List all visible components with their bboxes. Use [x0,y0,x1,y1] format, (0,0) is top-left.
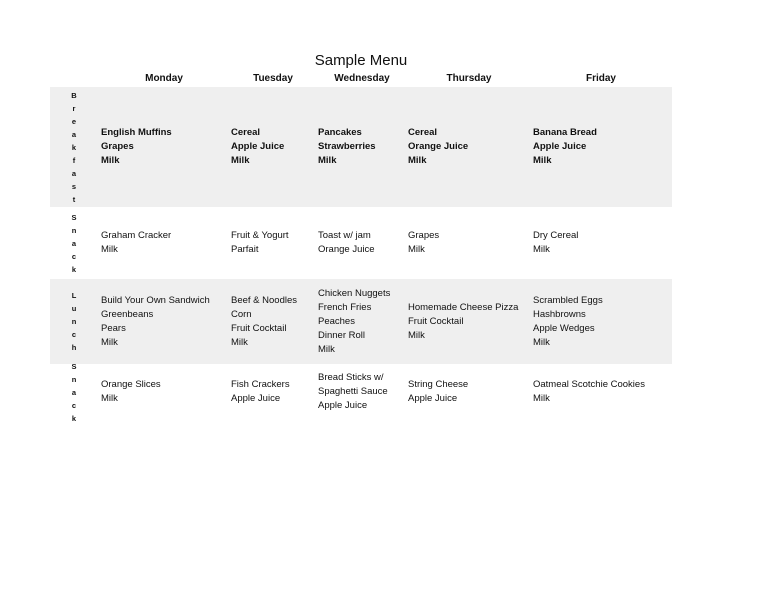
menu-item: Orange Slices [101,379,161,390]
meal-label-letter: c [71,400,77,410]
menu-item: Peaches [318,315,355,327]
menu-item: Milk [318,343,335,355]
menu-cell-snack-tuesday [231,364,290,420]
meal-label-letter: s [71,181,77,191]
meal-label-letter: a [71,238,77,248]
menu-item: Orange Juice [408,141,469,152]
menu-item: Apple Wedges [533,322,595,334]
day-header-wednesday: Wednesday [334,73,390,84]
meal-label-snack [66,361,82,423]
menu-item: Milk [231,336,248,348]
meal-label-letter: k [71,413,77,423]
menu-item: Beef & Noodles [231,294,298,306]
day-header-thursday: Thursday [446,73,492,84]
menu-item: String Cheese [408,379,469,390]
meal-label-letter: n [71,225,77,235]
menu-item: Parfait [231,244,259,255]
menu-item: Milk [231,155,250,166]
menu-cell-lunch-wednesday [318,279,390,364]
menu-item: Milk [533,393,550,404]
menu-item: Apple Juice [318,400,368,411]
menu-item: Milk [408,244,425,255]
menu-item: Scrambled Eggs [533,294,603,306]
menu-item: Fish Crackers [231,379,290,390]
menu-item: Corn [231,308,252,320]
meal-label-letter: u [71,304,77,313]
menu-item: Milk [101,155,120,166]
menu-item: Graham Cracker [101,230,172,241]
menu-cell-breakfast-tuesday [231,87,284,207]
menu-item: Milk [408,329,425,341]
menu-cell-snack-monday [101,207,171,279]
menu-cell-snack-friday [533,364,645,420]
menu-item: Milk [533,244,550,255]
meal-label-letter: h [71,343,77,352]
menu-item: Apple Juice [408,393,458,404]
menu-cell-breakfast-thursday [408,87,468,207]
meal-label-letter: k [71,264,77,274]
menu-item: Milk [101,393,118,404]
menu-item: Spaghetti Sauce [318,386,388,397]
menu-cell-lunch-thursday [408,279,518,364]
menu-item: Orange Juice [318,244,375,255]
meal-label-letter: a [71,168,77,178]
meal-label-letter: e [71,116,77,126]
page-title: Sample Menu [314,52,408,69]
menu-item: Fruit Cocktail [408,315,464,327]
menu-item: Apple Juice [533,141,587,152]
menu-item: Build Your Own Sandwich [101,294,210,306]
meal-label-letter: S [71,212,77,222]
meal-label-letter: n [71,374,77,384]
menu-item: Cereal [408,127,438,138]
meal-label-lunch [66,279,82,364]
menu-item: Milk [101,244,118,255]
menu-item: Milk [533,155,552,166]
menu-item: Strawberries [318,141,376,152]
menu-item: Grapes [101,141,134,152]
meal-label-letter: n [71,317,77,326]
menu-item: Dry Cereal [533,230,579,241]
day-header-friday: Friday [585,73,616,84]
menu-item: Fruit & Yogurt [231,230,289,241]
menu-cell-breakfast-wednesday [318,87,376,207]
menu-item: Pancakes [318,127,362,138]
menu-cell-snack-thursday [408,364,468,420]
day-header-tuesday: Tuesday [253,73,293,84]
menu-item: Bread Sticks w/ [318,372,384,383]
meal-label-letter: t [72,194,76,204]
menu-item: Dinner Roll [318,329,365,341]
meal-label-letter: a [71,129,77,139]
menu-cell-snack-monday [101,364,161,420]
menu-item: Homemade Cheese Pizza [408,301,519,313]
menu-cell-snack-wednesday [318,364,388,420]
menu-item: Banana Bread [533,127,597,138]
menu-cell-snack-wednesday [318,207,375,279]
meal-label-letter: r [72,103,76,113]
menu-cell-lunch-monday [101,279,210,364]
menu-item: Grapes [408,230,440,241]
meal-label-letter: a [71,387,77,397]
menu-item: Apple Juice [231,393,281,404]
menu-item: Pears [101,322,126,334]
menu-cell-breakfast-monday [101,87,172,207]
menu-item: French Fries [318,301,372,313]
menu-item: Greenbeans [101,308,154,320]
menu-item: Toast w/ jam [318,230,371,241]
menu-item: Milk [533,336,550,348]
menu-cell-lunch-tuesday [231,279,297,364]
meal-label-snack [66,207,82,279]
meal-label-letter: B [71,90,77,100]
meal-label-letter: L [71,291,77,300]
menu-item: Fruit Cocktail [231,322,287,334]
menu-item: Chicken Nuggets [318,287,391,299]
menu-item: Apple Juice [231,141,285,152]
menu-item: Hashbrowns [533,308,586,320]
meal-label-letter: c [71,251,77,261]
menu-item: Oatmeal Scotchie Cookies [533,379,645,390]
menu-cell-breakfast-friday [533,87,597,207]
menu-cell-lunch-friday [533,279,603,364]
menu-cell-snack-friday [533,207,578,279]
menu-item: Milk [318,155,337,166]
menu-cell-snack-tuesday [231,207,289,279]
menu-item: Milk [408,155,427,166]
day-header-monday: Monday [145,73,183,84]
meal-label-letter: k [71,142,77,152]
menu-item: English Muffins [101,127,172,138]
menu-item: Milk [101,336,118,348]
menu-item: Cereal [231,127,261,138]
menu-cell-snack-thursday [408,207,439,279]
meal-label-breakfast [66,87,82,207]
meal-label-letter: f [72,155,76,165]
meal-label-letter: c [71,330,77,339]
meal-label-letter: S [71,361,77,371]
